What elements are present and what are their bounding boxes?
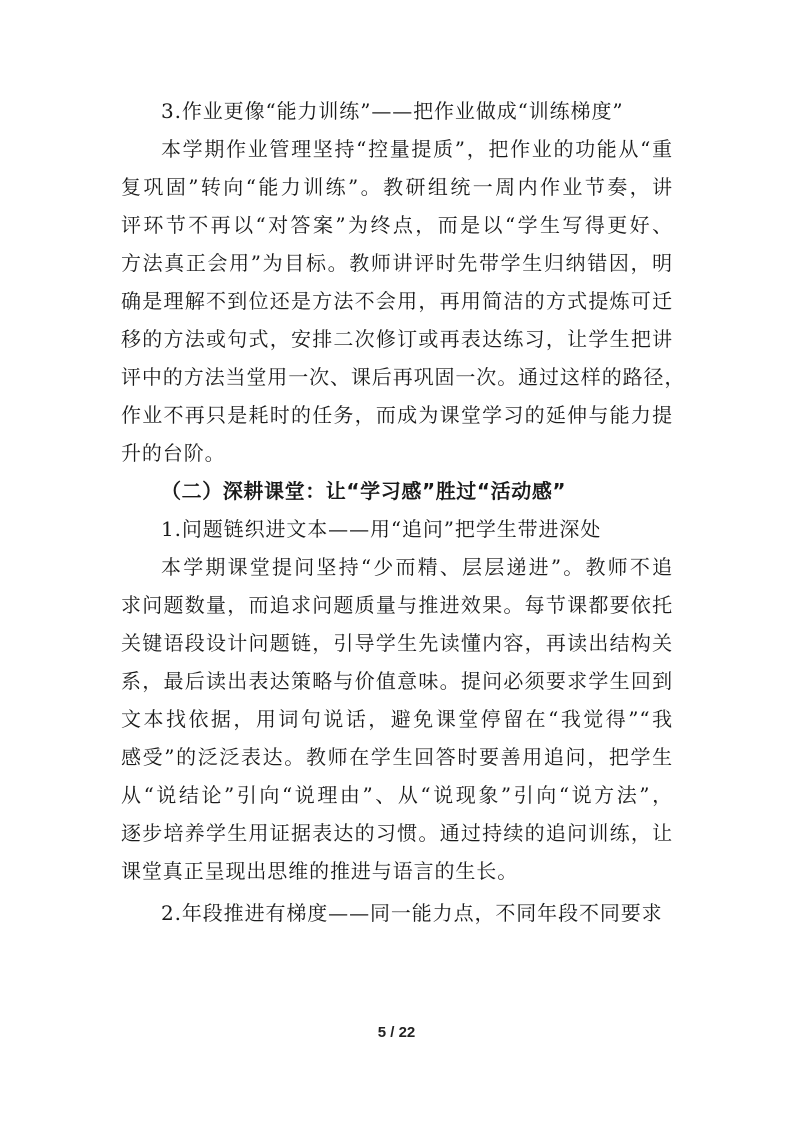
paragraph-line: 作业不再只是耗时的任务，而成为课堂学习的延伸与能力提 [121, 403, 673, 427]
paragraph-line: 升的台阶。 [121, 441, 226, 465]
document-body [121, 92, 686, 932]
paragraph-line: 关键语段设计问题链，引导学生先读懂内容，再读出结构关 [121, 631, 673, 655]
paragraph-line: 文本找依据，用词句说话，避免课堂停留在“我觉得”“我 [121, 707, 673, 731]
paragraph-line: 评中的方法当堂用一次、课后再巩固一次。通过这样的路径， [121, 365, 686, 389]
item-1-paragraph [121, 548, 673, 890]
paragraph-line: 逐步培养学生用证据表达的习惯。通过持续的追问训练，让 [121, 821, 673, 845]
paragraph-line: 确是理解不到位还是方法不会用，再用简洁的方式提炼可迁 [121, 289, 673, 313]
paragraph-line: 评环节不再以“对答案”为终点，而是以“学生写得更好、 [121, 213, 673, 237]
paragraph-line: 课堂真正呈现出思维的推进与语言的生长。 [121, 859, 519, 883]
item-2-heading: 2.年段推进有梯度——同一能力点，不同年段不同要求 [161, 901, 663, 925]
section-3-heading: 3.作业更像“能力训练”——把作业做成“训练梯度” [161, 99, 624, 123]
paragraph-line: 从“说结论”引向“说理由”、从“说现象”引向“说方法”， [121, 783, 673, 807]
paragraph-line: 感受”的泛泛表达。教师在学生回答时要善用追问，把学生 [121, 745, 673, 769]
paragraph-line: 本学期作业管理坚持“控量提质”，把作业的功能从“重 [161, 137, 673, 161]
page-number: 5 / 22 [377, 1024, 416, 1041]
item-1-heading: 1.问题链织进文本——用“追问”把学生带进深处 [161, 517, 602, 541]
paragraph-line: 复巩固”转向“能力训练”。教研组统一周内作业节奏，讲 [121, 175, 673, 199]
paragraph-line: 方法真正会用”为目标。教师讲评时先带学生归纳错因，明 [121, 251, 673, 275]
part-2-heading: （二）深耕课堂：让“学习感”胜过“活动感” [161, 479, 567, 503]
paragraph-line: 本学期课堂提问坚持“少而精、层层递进”。教师不追 [161, 555, 673, 579]
paragraph-line: 求问题数量，而追求问题质量与推进效果。每节课都要依托 [121, 593, 673, 617]
paragraph-line: 系，最后读出表达策略与价值意味。提问必须要求学生回到 [121, 669, 673, 693]
paragraph-line: 移的方法或句式，安排二次修订或再表达练习，让学生把讲 [121, 327, 673, 351]
section-3-paragraph [121, 130, 686, 472]
